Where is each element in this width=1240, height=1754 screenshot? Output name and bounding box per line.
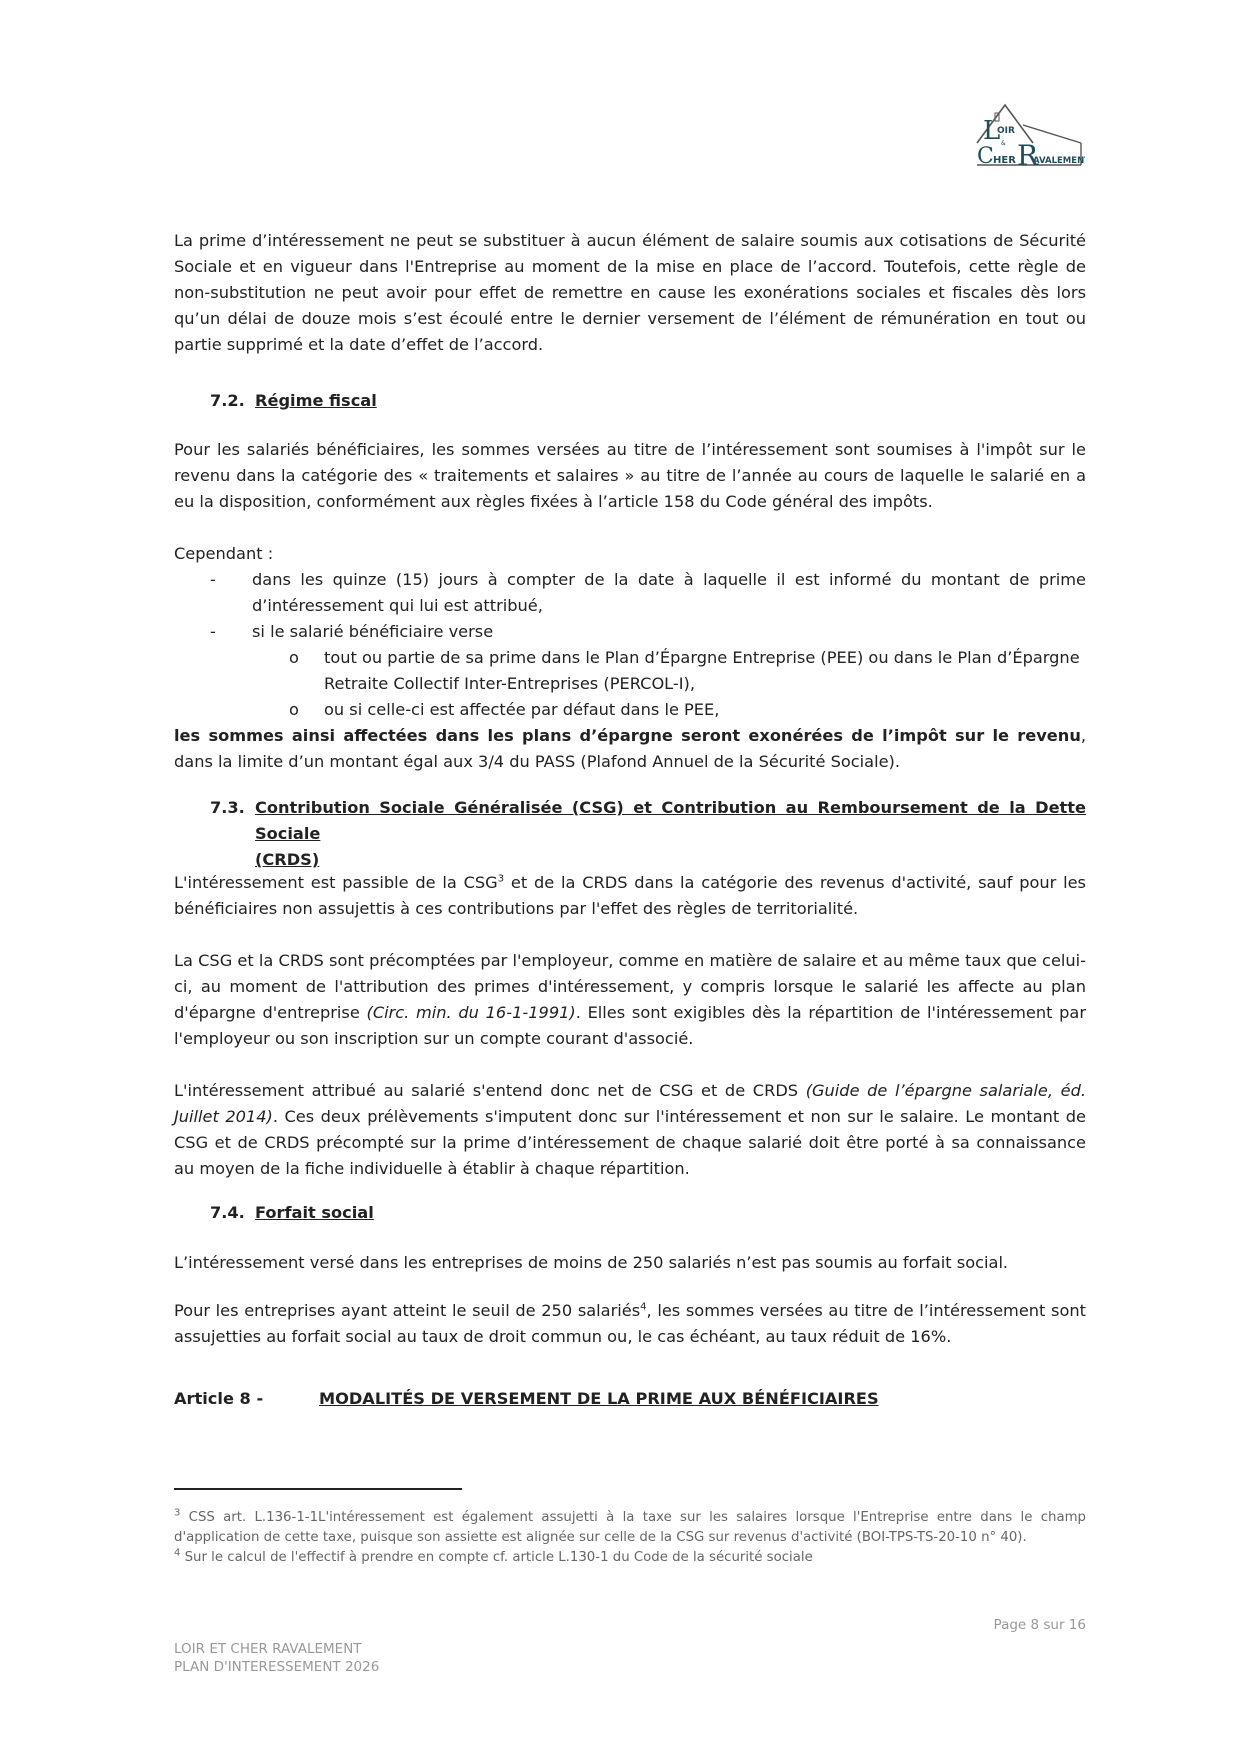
text-run: Pour les entreprises ayant atteint le seuil de 250 salariés bbox=[174, 1301, 641, 1320]
footnote-mark: 3 bbox=[174, 1507, 181, 1519]
section-7-3-body bbox=[174, 870, 1086, 1182]
section-title: Forfait social bbox=[255, 1203, 374, 1222]
footnote-4 bbox=[174, 1548, 1086, 1568]
logo-big-l: L bbox=[983, 116, 1001, 146]
footnote-text: Sur le calcul de l'effectif à prendre en compte cf. article L.130-1 du Code de la sécurité sociale bbox=[180, 1550, 813, 1565]
conclusion-bold: les sommes ainsi affectées dans les plans d’épargne seront exonérées de l’impôt sur le revenu bbox=[174, 726, 1081, 745]
house-logo-icon bbox=[975, 103, 1085, 173]
section-title-line1: Contribution Sociale Généralisée (CSG) et Contribution au Remboursement de la Dette Sociale bbox=[255, 798, 1086, 843]
logo-line3: AVALEMENT bbox=[1033, 156, 1085, 166]
paragraph bbox=[174, 1298, 1086, 1350]
sub-list-item-text: ou si celle-ci est affectée par défaut dans le PEE, bbox=[324, 700, 720, 719]
footnote-ref-4: 4 bbox=[640, 1301, 647, 1313]
footnotes bbox=[174, 1508, 1086, 1568]
text-run: La CSG et la CRDS sont précomptées par l'employeur, comme en matière de salaire et au même taux que celui-ci, au moment de l'attribution des primes d'intéressement, y compris lorsque le salarié les affecte au plan d'épargne d'entreprise bbox=[174, 951, 1086, 1022]
footer-company: LOIR ET CHER RAVALEMENT bbox=[174, 1641, 362, 1657]
sub-list-item-text: tout ou partie de sa prime dans le Plan d’Épargne Entreprise (PEE) ou dans le Plan d’Épargne Retraite Collectif Inter-Entreprises (PERCOL-I), bbox=[324, 648, 1080, 693]
section-number: 7.3. bbox=[210, 798, 245, 817]
logo-big-r: R bbox=[1017, 139, 1039, 172]
page-number: Page 8 sur 16 bbox=[993, 1617, 1086, 1633]
footnote-3 bbox=[174, 1508, 1086, 1548]
paragraph: Pour les salariés bénéficiaires, les sommes versées au titre de l’intéressement sont soumises à l'impôt sur le revenu dans la catégorie des « traitements et salaires » au titre de l’année au cours de laquelle le salarié en a eu la disposition, conformément aux règles fixées à l’article 158 du Code général des impôts. bbox=[174, 440, 1086, 511]
circle-bullet: o bbox=[289, 700, 299, 719]
list-item-text: dans les quinze (15) jours à compter de la date à laquelle il est informé du montant de prime d’intéressement qui lui est attribué, bbox=[252, 570, 1086, 615]
citation: (Circ. min. du 16-1-1991) bbox=[366, 1003, 576, 1022]
article-label: Article 8 - bbox=[174, 1389, 264, 1408]
logo-line2: HER bbox=[993, 155, 1016, 166]
section-7-3-heading bbox=[210, 795, 1086, 873]
text-run: , les sommes versées au titre de l’intéressement sont assujetties au forfait social au taux de droit commun ou, le cas échéant, au taux réduit de 16%. bbox=[174, 1301, 1086, 1346]
article-title: MODALITÉS DE VERSEMENT DE LA PRIME AUX BÉNÉFICIAIRES bbox=[319, 1389, 879, 1408]
logo-ampersand: & bbox=[1001, 140, 1006, 147]
footnote-text: CSS art. L.136-1-1L'intéressement est également assujetti à la taxe sur les salaires lorsque l'Entreprise entre dans le champ d'application de cette taxe, puisque son assiette est alignée sur celle de la CSG sur revenus d'activité (BOI-TPS-TS-20-10 n° 40). bbox=[174, 1510, 1086, 1545]
sub-list-item bbox=[174, 645, 1086, 697]
section-number: 7.4. bbox=[210, 1203, 245, 1222]
section-7-4-body bbox=[174, 1250, 1086, 1350]
list-item bbox=[174, 619, 1086, 645]
article-8-heading bbox=[174, 1386, 879, 1412]
intro-paragraph: La prime d’intéressement ne peut se substituer à aucun élément de salaire soumis aux cotisations de Sécurité Sociale et en vigueur dans l'Entreprise au moment de la mise en place de l’accord. Toutefois, cette règle de non-substitution ne peut avoir pour effet de remettre en cause les exonérations sociales et fiscales dès lors qu’un délai de douze mois s’est écoulé entre le dernier versement de l’élément de rémunération en tout ou partie supprimé et la date d’effet de l’accord. bbox=[174, 231, 1086, 354]
paragraph bbox=[174, 948, 1086, 1052]
citation: (Guide de l’épargne salariale, éd. Juillet 2014) bbox=[174, 1081, 1086, 1126]
paragraph bbox=[174, 870, 1086, 922]
intro-section bbox=[174, 228, 1086, 358]
conclusion-paragraph bbox=[174, 723, 1086, 775]
logo-line1: OIR bbox=[997, 126, 1015, 136]
logo-big-c: C bbox=[977, 144, 994, 169]
dash-bullet: - bbox=[210, 622, 216, 641]
sub-list-item bbox=[174, 697, 1086, 723]
section-number: 7.2. bbox=[210, 391, 245, 410]
list-item bbox=[174, 567, 1086, 619]
text-run: . Ces deux prélèvements s'imputent donc sur l'intéressement et non sur le salaire. Le montant de CSG et de CRDS précompté sur la prime d’intéressement de chaque salarié doit être porté à sa connaissance au moyen de la fiche individuelle à établir à chaque répartition. bbox=[174, 1107, 1087, 1178]
section-7-4-heading bbox=[210, 1200, 374, 1226]
text-run: et de la CRDS dans la catégorie des revenus d'activité, sauf pour les bénéficiaires non assujettis à ces contributions par l'effet des règles de territorialité. bbox=[174, 873, 1086, 918]
text-run: L'intéressement attribué au salarié s'entend donc net de CSG et de CRDS bbox=[174, 1081, 806, 1100]
dash-bullet: - bbox=[210, 570, 216, 589]
section-title: Régime fiscal bbox=[255, 391, 377, 410]
cependant-label: Cependant : bbox=[174, 544, 274, 563]
paragraph: L’intéressement versé dans les entreprises de moins de 250 salariés n’est pas soumis au forfait social. bbox=[174, 1253, 1009, 1272]
text-run: . Elles sont exigibles dès la répartition de l'intéressement par l'employeur ou son inscription sur un compte courant d'associé. bbox=[174, 1003, 1086, 1048]
section-7-2-body bbox=[174, 437, 1086, 775]
conclusion-rest: , dans la limite d’un montant égal aux 3/4 du PASS (Plafond Annuel de la Sécurité Sociale). bbox=[174, 726, 1086, 771]
section-title-line2: (CRDS) bbox=[255, 850, 320, 869]
text-run: L'intéressement est passible de la CSG bbox=[174, 873, 498, 892]
paragraph bbox=[174, 1078, 1086, 1182]
footnote-separator bbox=[174, 1488, 462, 1490]
footer-plan: PLAN D'INTERESSEMENT 2026 bbox=[174, 1659, 380, 1675]
section-7-2-heading bbox=[210, 388, 377, 414]
footnote-ref-3: 3 bbox=[497, 873, 505, 885]
footnote-mark: 4 bbox=[174, 1547, 181, 1559]
company-logo bbox=[975, 103, 1085, 173]
list-item-text: si le salarié bénéficiaire verse bbox=[252, 622, 494, 641]
circle-bullet: o bbox=[289, 648, 299, 667]
